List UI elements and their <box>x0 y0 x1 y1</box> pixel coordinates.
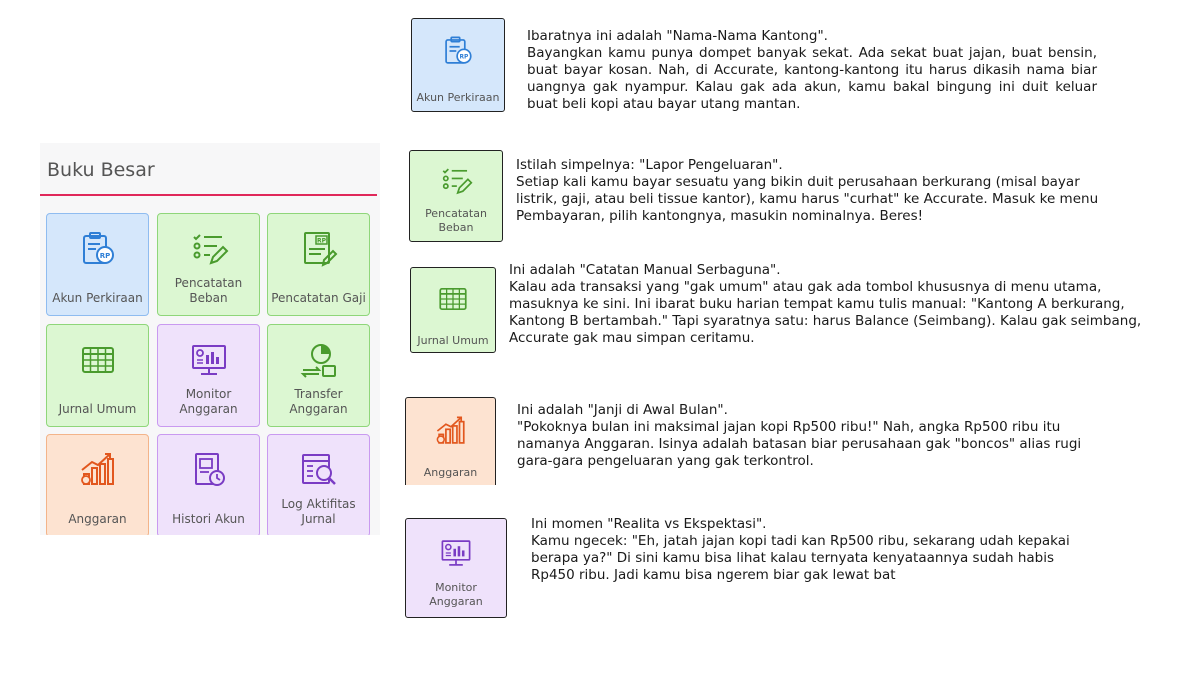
explanation-body: Setiap kali kamu bayar sesuatu yang bikin duit perusahaan berkurang (misal bayar listrik, gaji, atau beli tissue kantor), kamu harus "curhat" ke Accurate. Masuk ke menu Pembayaran, pilih kantongnya, masukin nominalnya. Beres! <box>516 174 1099 224</box>
history-doc-icon <box>189 450 229 490</box>
explanation-heading: Ibaratnya ini adalah "Nama-Nama Kantong". <box>527 28 828 44</box>
example-tile-label: Pencatatan Beban <box>425 207 487 234</box>
explanation-body: "Pokoknya bulan ini maksimal jajan kopi Rp500 ribu!" Nah, angka Rp500 ribu itu namanya Anggaran. Isinya adalah batasan biar perusahaan gak "boncos" alias rugi gara-gara pengeluaran yang gak terkontrol. <box>517 419 1082 469</box>
explanation-body: Bayangkan kamu punya dompet banyak sekat. Ada sekat buat jajan, buat bensin, buat bayar kosan. Nah, di Accurate, kantong-kantong itu harus dikasih nama biar uangnya gak nyampur. Kalau gak ada akun, kamu bakal bingung ini duit keluar buat beli kopi atau bayar utang mantan. <box>527 45 1097 112</box>
example-tile-pencatatan-beban[interactable] <box>409 150 503 242</box>
ledger-rp-icon <box>78 229 118 269</box>
example-tile-akun-perkiraan[interactable] <box>411 18 505 112</box>
tile-transfer-anggaran[interactable] <box>267 324 370 427</box>
example-tile-jurnal-umum[interactable] <box>410 267 496 353</box>
checklist-pencil-icon <box>439 164 473 198</box>
example-tile-anggaran[interactable] <box>405 397 496 485</box>
explanation-heading: Ini adalah "Catatan Manual Serbaguna". <box>509 262 781 278</box>
tile-label: Pencatatan Beban <box>174 276 243 305</box>
explanation-heading: Istilah simpelnya: "Lapor Pengeluaran". <box>516 157 783 173</box>
transfer-pie-icon <box>299 340 339 380</box>
explanation-body: Kamu ngecek: "Eh, jatah jajan kopi tadi kan Rp500 ribu, sekarang udah kepakai berapa ya?" Di sini kamu bisa lihat kalau ternyata kenyataannya sudah habis Rp450 ribu. Jadi kamu bisa ngerem biar gak lewat bat <box>531 533 1070 583</box>
explanation-heading: Ini momen "Realita vs Ekspektasi". <box>531 516 767 532</box>
example-tile-label: Jurnal Umum <box>417 334 489 347</box>
tile-label: Histori Akun <box>172 512 245 526</box>
monitor-chart-icon <box>439 536 473 570</box>
explanation-jurnal-umum <box>509 262 1164 347</box>
explanation-akun-perkiraan <box>527 28 1097 113</box>
monitor-chart-icon <box>189 340 229 380</box>
tile-pencatatan-beban[interactable] <box>157 213 260 316</box>
tile-anggaran[interactable] <box>46 434 149 535</box>
explanation-body: Kalau ada transaksi yang "gak umum" atau gak ada tombol khususnya di menu utama, masuknya ke sini. Ini ibarat buku harian tempat kamu tulis manual: "Kantong A berkurang, Kantong B bertambah." Tapi syaratnya satu: harus Balance (Seimbang). Kalau gak seimbang, Accurate gak mau simpan ceritamu. <box>509 279 1142 346</box>
tile-label: Anggaran <box>68 512 127 526</box>
explanation-heading: Ini adalah "Janji di Awal Bulan". <box>517 402 728 418</box>
panel-title: Buku Besar <box>47 159 155 181</box>
tile-label: Transfer Anggaran <box>289 387 348 416</box>
title-underline <box>40 194 377 196</box>
tile-monitor-anggaran[interactable] <box>157 324 260 427</box>
tile-label: Pencatatan Gaji <box>271 291 366 305</box>
tile-log-aktifitas-jurnal[interactable] <box>267 434 370 535</box>
explanation-monitor-anggaran <box>531 516 1076 584</box>
growth-bars-icon <box>434 414 468 448</box>
buku-besar-panel <box>40 143 380 535</box>
example-tile-label: Anggaran <box>423 466 478 479</box>
tile-histori-akun[interactable] <box>157 434 260 535</box>
example-tile-monitor-anggaran[interactable] <box>405 518 507 618</box>
tile-pencatatan-gaji[interactable] <box>267 213 370 316</box>
grid-table-icon <box>78 340 118 380</box>
log-search-icon <box>299 450 339 490</box>
tile-label: Jurnal Umum <box>58 402 137 416</box>
tile-akun-perkiraan[interactable] <box>46 213 149 316</box>
explanation-anggaran <box>517 402 1107 470</box>
tile-label: Monitor Anggaran <box>179 387 238 416</box>
tile-label: Akun Perkiraan <box>52 291 143 305</box>
example-tile-label: Monitor Anggaran <box>429 581 483 608</box>
growth-bars-icon <box>78 450 118 490</box>
explanation-pencatatan-beban <box>516 157 1101 225</box>
tile-jurnal-umum[interactable] <box>46 324 149 427</box>
checklist-pencil-icon <box>189 229 229 269</box>
salary-doc-icon <box>299 229 339 269</box>
grid-table-icon <box>436 282 470 316</box>
ledger-rp-icon <box>441 34 475 68</box>
tile-label: Log Aktifitas Jurnal <box>281 497 356 526</box>
example-tile-label: Akun Perkiraan <box>416 91 500 104</box>
